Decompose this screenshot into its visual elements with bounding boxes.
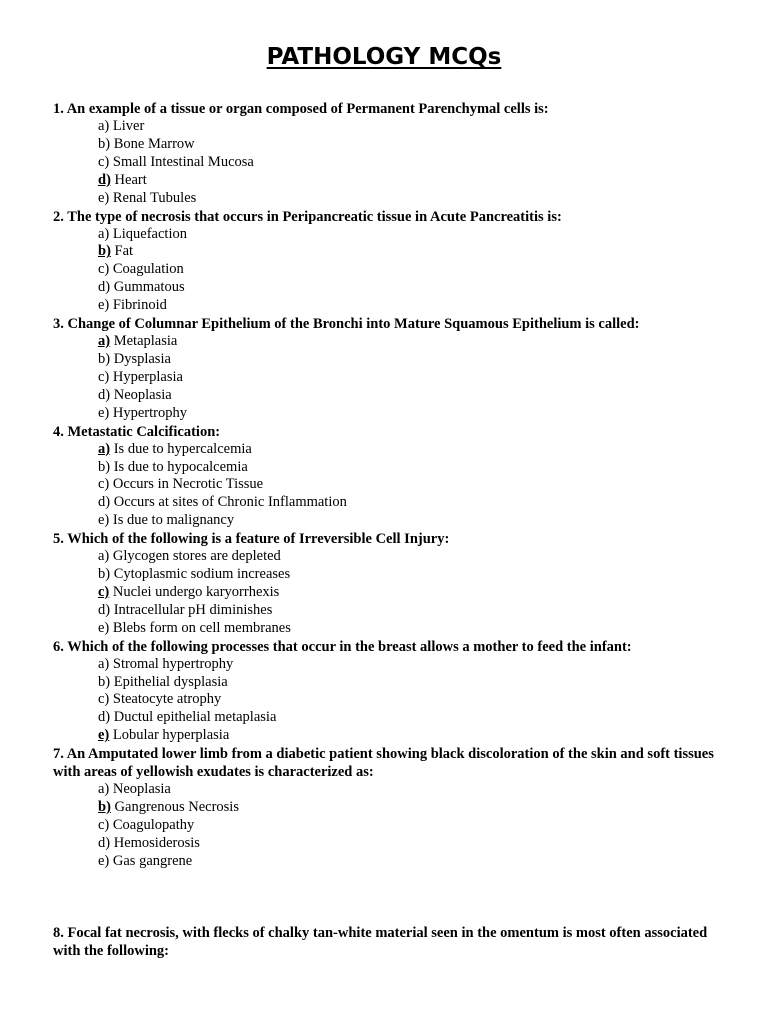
answer-option (53, 709, 733, 727)
answer-text: Neoplasia (109, 781, 171, 798)
answer-text: Gangrenous Necrosis (110, 799, 239, 816)
answer-option (53, 620, 733, 638)
answer-text: Steatocyte atrophy (109, 691, 222, 708)
question-text: 8. Focal fat necrosis, with flecks of chalky tan-white material seen in the omentum is most often associated with the following: (53, 924, 708, 959)
question-text: 6. Which of the following processes that occur in the breast allows a mother to feed the infant: (53, 638, 632, 655)
answer-text: Blebs form on cell membranes (109, 619, 291, 636)
answer-text: Coagulopathy (109, 817, 195, 833)
question-block (53, 530, 733, 638)
answer-text: Liver (109, 118, 145, 134)
answer-text: Glycogen stores are depleted (109, 548, 281, 565)
answer-letter: d) (98, 709, 111, 726)
answer-text: Fibrinoid (109, 297, 167, 314)
answer-text: Neoplasia (110, 386, 172, 403)
question-text: 3. Change of Columnar Epithelium of the Bronchi into Mature Squamous Epithelium is called: (53, 316, 640, 333)
answer-letter: a) (98, 548, 110, 565)
answer-option (53, 727, 733, 745)
answer-letter: e) (98, 619, 110, 636)
answer-letter: b) (98, 566, 111, 583)
answer-letter: c) (98, 368, 110, 385)
answer-option (53, 494, 733, 512)
answer-text: Intracellular pH diminishes (110, 601, 273, 618)
answer-letter: d) (98, 601, 111, 618)
answer-letter-marked: c) (98, 583, 110, 600)
answer-letter: c) (98, 261, 110, 278)
answer-letter-marked: e) (98, 727, 110, 744)
answer-option (53, 279, 733, 297)
answer-option (53, 566, 733, 584)
answer-option (53, 405, 733, 423)
answer-text: Metaplasia (110, 333, 178, 350)
question-block (53, 924, 733, 960)
answer-letter: d) (98, 279, 111, 296)
answer-letter-marked: d) (98, 171, 111, 188)
answer-letter: b) (98, 135, 111, 152)
answer-text: Hyperplasia (109, 368, 183, 385)
answer-letter: e) (98, 404, 110, 421)
answer-option (53, 369, 733, 387)
answer-option (53, 154, 733, 172)
question-block (53, 208, 733, 316)
answer-option (53, 512, 733, 530)
answer-text: Hypertrophy (109, 404, 187, 421)
answer-option (53, 226, 733, 244)
answer-letter: b) (98, 458, 111, 475)
answer-option (53, 118, 733, 136)
answer-option (53, 691, 733, 709)
answer-option (53, 674, 733, 692)
page-spacer (53, 871, 733, 924)
answer-letter: a) (98, 781, 110, 798)
answer-letter: d) (98, 386, 111, 403)
answer-letter: a) (98, 225, 110, 242)
answer-letter: b) (98, 673, 111, 690)
question-block (53, 100, 733, 208)
question-list (53, 100, 733, 960)
answer-option (53, 656, 733, 674)
answer-text: Nuclei undergo karyorrhexis (109, 583, 280, 600)
answer-option (53, 548, 733, 566)
question-text: 7. An Amputated lower limb from a diabetic patient showing black discoloration of the skin and soft tissues with areas of yellowish exudates is characterized as: (53, 746, 714, 781)
answer-letter: e) (98, 512, 110, 529)
answer-option (53, 817, 733, 835)
question-block (53, 423, 733, 531)
answer-text: Stromal hypertrophy (109, 655, 234, 672)
answer-text: Epithelial dysplasia (110, 673, 228, 690)
answer-option (53, 136, 733, 154)
answer-letter-marked: a) (98, 440, 111, 457)
answer-text: Dysplasia (110, 350, 171, 367)
answer-option (53, 333, 733, 351)
answer-text: Liquefaction (109, 225, 187, 242)
answer-text: Ductul epithelial metaplasia (110, 709, 277, 726)
answer-letter-marked: b) (98, 799, 111, 816)
answer-text: Bone Marrow (110, 135, 195, 152)
answer-letter: d) (98, 494, 111, 511)
answer-letter: e) (98, 189, 110, 206)
answer-text: Gummatous (110, 279, 185, 296)
answer-option (53, 351, 733, 369)
answer-letter: d) (98, 834, 111, 851)
answer-letter: a) (98, 118, 110, 134)
answer-option (53, 441, 733, 459)
answer-letter-marked: b) (98, 243, 111, 260)
answer-option (53, 799, 733, 817)
answer-letter: e) (98, 852, 110, 869)
answer-option (53, 476, 733, 494)
answer-letter: c) (98, 817, 110, 833)
answer-text: Occurs in Necrotic Tissue (109, 476, 264, 493)
question-block (53, 638, 733, 746)
answer-text: Lobular hyperplasia (109, 727, 230, 744)
answer-text: Is due to malignancy (109, 512, 235, 529)
answer-option (53, 190, 733, 208)
answer-text: Coagulation (109, 261, 184, 278)
answer-option (53, 584, 733, 602)
question-text: 1. An example of a tissue or organ composed of Permanent Parenchymal cells is: (53, 101, 549, 117)
page-title: PATHOLOGY MCQs (266, 44, 502, 70)
answer-option (53, 853, 733, 871)
question-block (53, 315, 733, 423)
answer-option (53, 459, 733, 477)
answer-text: Cytoplasmic sodium increases (110, 566, 291, 583)
answer-text: Occurs at sites of Chronic Inflammation (110, 494, 347, 511)
answer-text: Is due to hypocalcemia (110, 458, 248, 475)
answer-letter: c) (98, 476, 110, 493)
answer-letter: b) (98, 350, 111, 367)
answer-text: Heart (110, 171, 147, 188)
answer-option (53, 243, 733, 261)
answer-letter: c) (98, 153, 110, 170)
answer-text: Is due to hypercalcemia (110, 440, 252, 457)
answer-option (53, 781, 733, 799)
answer-letter: c) (98, 691, 110, 708)
answer-text: Gas gangrene (109, 852, 193, 869)
answer-option (53, 835, 733, 853)
question-block (53, 745, 733, 871)
answer-letter-marked: a) (98, 333, 111, 350)
answer-option (53, 261, 733, 279)
answer-text: Fat (110, 243, 134, 260)
answer-option (53, 387, 733, 405)
answer-option (53, 297, 733, 315)
answer-text: Hemosiderosis (110, 834, 200, 851)
question-text: 4. Metastatic Calcification: (53, 423, 221, 440)
answer-text: Small Intestinal Mucosa (109, 153, 254, 170)
answer-text: Renal Tubules (109, 189, 197, 206)
answer-option (53, 172, 733, 190)
answer-option (53, 602, 733, 620)
question-text: 5. Which of the following is a feature of Irreversible Cell Injury: (53, 531, 450, 548)
answer-letter: e) (98, 297, 110, 314)
question-text: 2. The type of necrosis that occurs in Peripancreatic tissue in Acute Pancreatitis is: (53, 208, 562, 225)
answer-letter: a) (98, 655, 110, 672)
